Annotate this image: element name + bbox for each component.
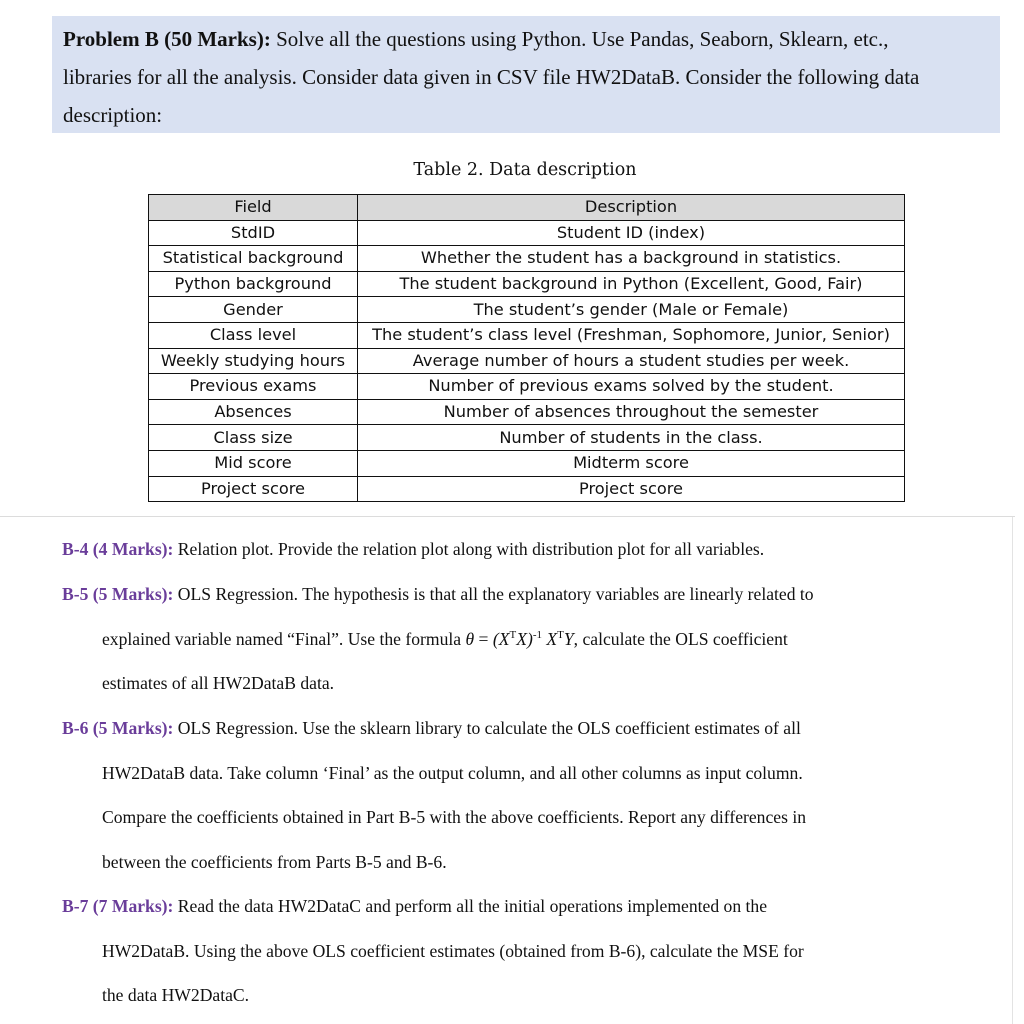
description-cell: Number of previous exams solved by the student. [358, 374, 905, 400]
field-cell: Statistical background [149, 246, 358, 272]
description-cell: The student’s gender (Male or Female) [358, 297, 905, 323]
description-cell: Midterm score [358, 450, 905, 476]
question-b6-line-4: between the coefficients from Parts B-5 and B-6. [102, 851, 447, 872]
table-row [149, 374, 905, 400]
question-b5-id: B-5 (5 Marks): [62, 584, 174, 604]
table-row [149, 271, 905, 297]
table-caption: Table 2. Data description [413, 160, 637, 180]
header-field: Field [149, 195, 358, 221]
description-cell: The student’s class level (Freshman, Sophomore, Junior, Senior) [358, 322, 905, 348]
description-cell: Whether the student has a background in statistics. [358, 246, 905, 272]
field-cell: Mid score [149, 450, 358, 476]
table-row [149, 450, 905, 476]
table-row [149, 476, 905, 502]
question-b5-line-2: explained variable named “Final”. Use the formula $\theta = (X^TX)^{-1}$ $X^TY$, calculate the OLS coefficient [102, 628, 788, 649]
problem-intro-line-3: description: [63, 103, 163, 127]
question-b5: B-5 (5 Marks): OLS Regression. The hypothesis is that all the explanatory variables are linearly related to explained variable named “Final”. Use the formula $\theta = (X^TX)^{-1}$ $X^TY$, calculate the OLS coefficient estimates of all HW2DataB data. [62, 572, 892, 706]
question-b6-line-2: HW2DataB data. Take column ‘Final’ as the output column, and all other columns as input column. [102, 762, 803, 783]
table-row [149, 399, 905, 425]
table-header-row [149, 195, 905, 221]
description-cell: Number of students in the class. [358, 425, 905, 451]
field-cell: Python background [149, 271, 358, 297]
question-b6-id: B-6 (5 Marks): [62, 718, 174, 738]
data-description-table [148, 194, 905, 502]
field-cell: Gender [149, 297, 358, 323]
question-b7-line-3: the data HW2DataC. [102, 985, 250, 1005]
table-row [149, 348, 905, 374]
table-row [149, 297, 905, 323]
question-b4: B-4 (4 Marks): Relation plot. Provide the relation plot along with distribution plot for all variables. [62, 539, 765, 559]
header-description: Description [358, 195, 905, 221]
description-cell: The student background in Python (Excellent, Good, Fair) [358, 271, 905, 297]
field-cell: StdID [149, 220, 358, 246]
table-row [149, 322, 905, 348]
field-cell: Class size [149, 425, 358, 451]
question-b7-line-2: HW2DataB. Using the above OLS coefficient estimates (obtained from B-6), calculate the MSE for [102, 940, 804, 961]
table-row [149, 425, 905, 451]
page-edge-line [1012, 517, 1013, 1024]
problem-intro-line-1: Problem B (50 Marks): Solve all the questions using Python. Use Pandas, Seaborn, Sklearn, etc., [63, 27, 889, 51]
table-row [149, 246, 905, 272]
ols-formula: $\theta = (X^TX)^{-1}$ $X^TY$ [465, 628, 574, 649]
question-b6-line-3: Compare the coefficients obtained in Part B-5 with the above coefficients. Report any differences in [102, 807, 807, 827]
description-cell: Project score [358, 476, 905, 502]
question-b5-line-3: estimates of all HW2DataB data. [102, 673, 335, 693]
field-cell: Weekly studying hours [149, 348, 358, 374]
field-cell: Absences [149, 399, 358, 425]
field-cell: Previous exams [149, 374, 358, 400]
problem-title: Problem B (50 Marks): [63, 27, 271, 51]
field-cell: Class level [149, 322, 358, 348]
question-b7: B-7 (7 Marks): Read the data HW2DataC and perform all the initial operations implemented on the HW2DataB. Using the above OLS coefficient estimates (obtained from B-6), calculate the MSE for the data HW2DataC. [62, 884, 892, 1018]
section-divider [0, 516, 1015, 517]
table-row [149, 220, 905, 246]
description-cell: Average number of hours a student studies per week. [358, 348, 905, 374]
question-b4-id: B-4 (4 Marks): [62, 539, 174, 559]
question-b6: B-6 (5 Marks): OLS Regression. Use the sklearn library to calculate the OLS coefficient estimates of all HW2DataB data. Take column ‘Final’ as the output column, and all other columns as input column. Compare the coefficients obtained in Part B-5 with the above coefficients. Report any differences in between the coefficients from Parts B-5 and B-6. [62, 706, 892, 884]
problem-intro-line-2: libraries for all the analysis. Consider data given in CSV file HW2DataB. Consider the following data [63, 65, 920, 89]
problem-header [52, 16, 1000, 133]
description-cell: Student ID (index) [358, 220, 905, 246]
question-b7-id: B-7 (7 Marks): [62, 896, 174, 916]
field-cell: Project score [149, 476, 358, 502]
description-cell: Number of absences throughout the semester [358, 399, 905, 425]
